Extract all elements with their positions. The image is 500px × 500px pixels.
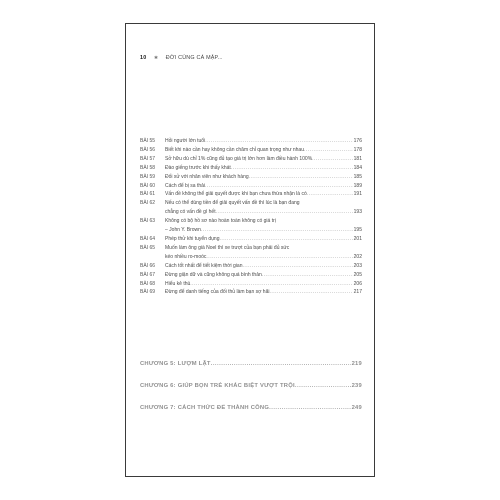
entry-page-number: 176 [353, 138, 362, 144]
toc-entry-line [165, 208, 362, 217]
lesson-label: BÀI 69 [140, 289, 156, 296]
entry-title: Không có bộ hồ sơ nào hoàn toàn không có giá trị [165, 218, 276, 225]
toc-entry [140, 217, 362, 235]
toc-entry [140, 288, 362, 297]
entry-title: kéo nhiều ro-moóc [165, 253, 207, 260]
lesson-label: BÀI 55 [140, 138, 156, 144]
entry-title: Đừng để danh tiếng của đối thủ làm bạn sợ hãi [165, 289, 270, 296]
entry-page-number: 203 [353, 262, 362, 269]
entry-page-number: 193 [353, 209, 362, 216]
toc-entry-body [165, 288, 362, 297]
lesson-label: BÀI 66 [140, 262, 156, 269]
chapter-entry [140, 402, 362, 424]
toc-entry-body [165, 280, 362, 289]
entry-title: Đối xử với nhân viên như khách hàng [165, 173, 249, 180]
leader-dots [216, 208, 353, 217]
book-page [125, 23, 375, 477]
leader-dots [243, 262, 353, 271]
leader-dots [201, 226, 353, 235]
toc-entry-body [165, 199, 362, 217]
toc-entry-line [165, 271, 362, 280]
entry-title: Đừng giận dữ và cũng không quá bình thản [165, 271, 262, 278]
lesson-label: BÀI 64 [140, 235, 156, 242]
toc-entry-line [165, 288, 362, 297]
lesson-label: BÀI 67 [140, 271, 156, 278]
lesson-label: BÀI 62 [140, 200, 156, 207]
table-of-contents [140, 137, 362, 297]
toc-entry [140, 155, 362, 164]
chapter-list [140, 358, 362, 424]
toc-entry-body [165, 164, 362, 173]
toc-entry-line [165, 262, 362, 271]
leader-dots [190, 280, 352, 289]
chapter-title: CHƯƠNG 5: LƯỢM LẶT [140, 361, 211, 367]
entry-title: Vấn đề không thể giải quyết được khi bạn chưa thừa nhận là có [165, 191, 307, 198]
chapter-entry [140, 380, 362, 402]
entry-page-number: 205 [353, 271, 362, 278]
entry-title: Cách tốt nhất để tiết kiệm thời gian [165, 262, 243, 269]
leader-dots [205, 137, 352, 146]
entry-title: Muốn làm ông già Noel thì xe trượt của bạn phải đủ sức [165, 244, 290, 251]
toc-entry-body [165, 137, 362, 146]
leader-dots [249, 173, 353, 182]
entry-title: chẳng có vấn đề gì hết [165, 209, 216, 216]
leader-dots [205, 182, 353, 191]
toc-entry-body [165, 217, 362, 235]
toc-entry [140, 164, 362, 173]
leader-dots [312, 155, 352, 164]
toc-entry-line [165, 155, 362, 164]
entry-page-number: 202 [353, 253, 362, 260]
toc-entry-body [165, 190, 362, 199]
toc-entry-line [165, 164, 362, 173]
lesson-label: BÀI 60 [140, 182, 156, 189]
toc-entry-body [165, 173, 362, 182]
lesson-label: BÀI 56 [140, 146, 156, 153]
chapter-title: CHƯƠNG 6: GIÚP BỌN TRẺ KHÁC BIỆT VƯỢT TRỘI [140, 383, 295, 389]
entry-title: Biết khi nào cần hay không cần chăm chỉ quan trọng như nhau [165, 146, 304, 153]
toc-entry-body [165, 262, 362, 271]
toc-entry-line [165, 235, 362, 244]
toc-entry-line [165, 182, 362, 191]
entry-title: Đào giếng trước khi thấy khát [165, 164, 231, 171]
toc-entry-body [165, 244, 362, 262]
toc-entry-line [165, 244, 362, 253]
leader-dots [262, 271, 353, 280]
toc-entry-line [165, 173, 362, 182]
toc-entry [140, 280, 362, 289]
toc-entry [140, 137, 362, 146]
entry-page-number: 206 [353, 280, 362, 287]
toc-entry [140, 173, 362, 182]
toc-entry [140, 244, 362, 262]
toc-entry-line [165, 146, 362, 155]
toc-entry-body [165, 146, 362, 155]
leader-dots [304, 146, 353, 155]
lesson-label: BÀI 61 [140, 191, 156, 198]
toc-entry-line [165, 137, 362, 146]
toc-entry-line [165, 199, 362, 208]
toc-entry [140, 235, 362, 244]
leader-dots [231, 164, 353, 173]
toc-entry-line [165, 190, 362, 199]
entry-title: Hỏi người lớn tuổi [165, 138, 206, 144]
entry-page-number: 181 [353, 155, 362, 162]
chapter-page-number: 219 [351, 361, 362, 367]
page-number: 10 [140, 55, 147, 61]
entry-page-number: 201 [353, 235, 362, 242]
toc-entry-line [165, 217, 362, 226]
entry-page-number: 178 [353, 146, 362, 153]
entry-title: Cách để bị sa thải [165, 182, 206, 189]
leader-dots [307, 190, 353, 199]
entry-title: Phép thử khi tuyển dụng [165, 235, 220, 242]
leader-dots [295, 380, 351, 392]
chapter-title: CHƯƠNG 7: CÁCH THỨC ĐỂ THÀNH CÔNG [140, 405, 270, 411]
lesson-label: BÀI 59 [140, 173, 156, 180]
leader-dots [220, 235, 353, 244]
toc-entry-line [165, 280, 362, 289]
toc-entry-body [165, 182, 362, 191]
leader-dots [269, 402, 350, 414]
lesson-label: BÀI 57 [140, 155, 156, 162]
toc-entry [140, 199, 362, 217]
entry-page-number: 189 [353, 182, 362, 189]
entry-page-number: 217 [353, 289, 362, 296]
lesson-label: BÀI 63 [140, 218, 156, 225]
toc-entry-body [165, 155, 362, 164]
toc-entry [140, 182, 362, 191]
entry-page-number: 184 [353, 164, 362, 171]
entry-title: Hiểu kẻ thù [165, 280, 191, 287]
running-header [140, 55, 223, 61]
entry-title: – John Y. Brown [165, 227, 201, 234]
leader-dots [269, 288, 352, 297]
lesson-label: BÀI 58 [140, 164, 156, 171]
chapter-page-number: 249 [351, 405, 362, 411]
toc-entry-body [165, 235, 362, 244]
entry-title: Sở hữu dù chỉ 1% cũng đủ tạo giá trị lớn hơn làm điều hành 100% [165, 155, 313, 162]
toc-entry [140, 146, 362, 155]
entry-page-number: 185 [353, 173, 362, 180]
running-title: ĐỜI CÙNG CÁ MẬP... [165, 55, 223, 61]
leader-dots [211, 358, 351, 370]
entry-page-number: 191 [353, 191, 362, 198]
separator-star-icon: ✱ [154, 55, 159, 60]
toc-entry [140, 262, 362, 271]
toc-entry-line [165, 226, 362, 235]
toc-entry [140, 190, 362, 199]
toc-entry-line [165, 253, 362, 262]
chapter-page-number: 239 [351, 383, 362, 389]
toc-entry-body [165, 271, 362, 280]
leader-dots [206, 253, 352, 262]
entry-title: Nếu có thể dùng tiền để giải quyết vấn đề thì lúc là bạn đang [165, 200, 300, 207]
chapter-entry [140, 358, 362, 380]
lesson-label: BÀI 65 [140, 244, 156, 251]
toc-entry [140, 271, 362, 280]
entry-page-number: 195 [353, 227, 362, 234]
lesson-label: BÀI 68 [140, 280, 156, 287]
